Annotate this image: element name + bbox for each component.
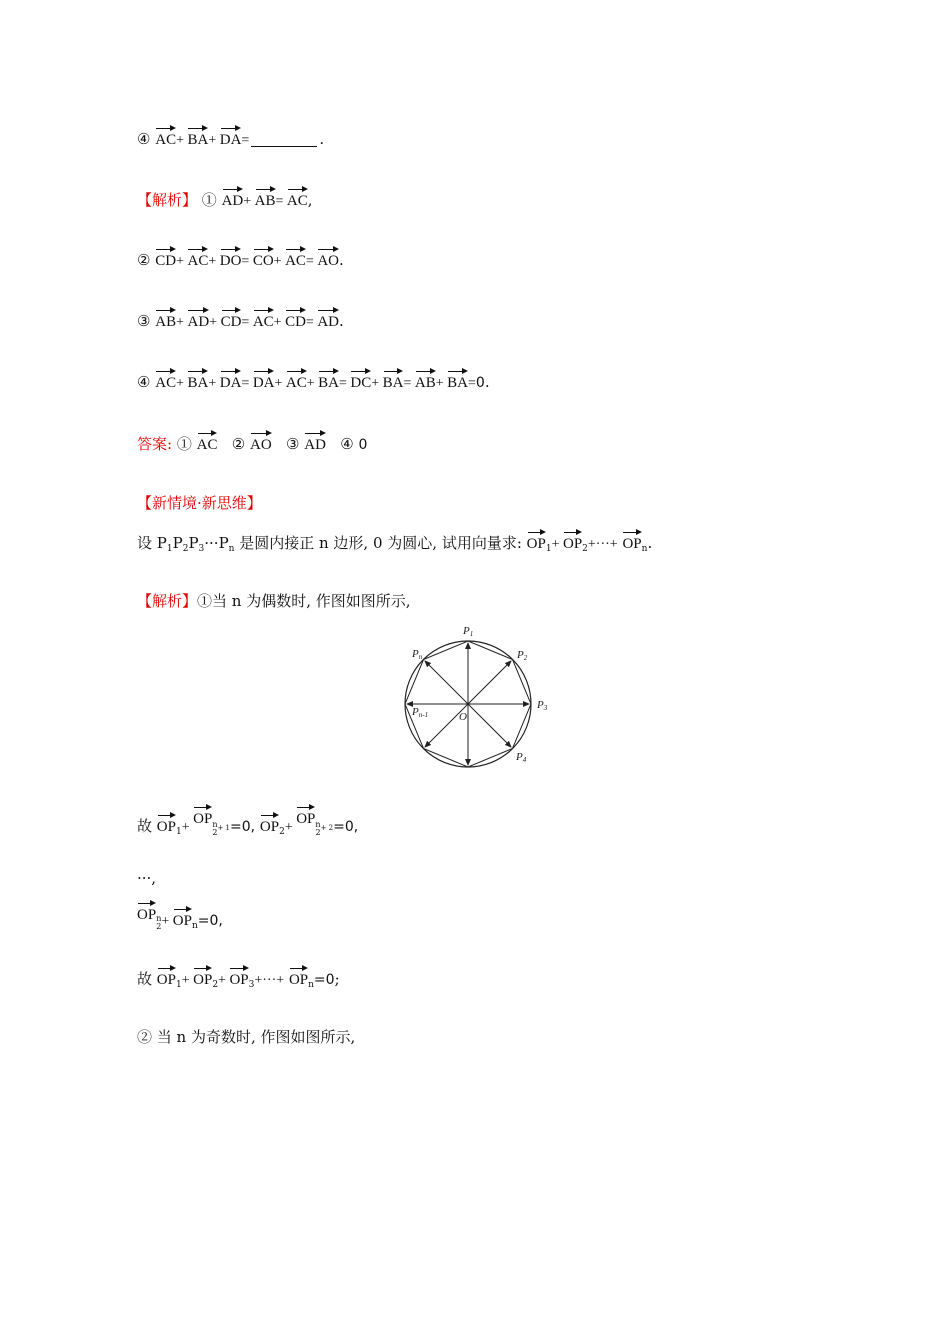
answer-label: 答案: <box>137 435 173 453</box>
fraction-n-over-2: n 2 <box>212 820 218 837</box>
step3-line: ③ AB+ AD+ CD= AC+ CD= AD. <box>137 308 344 333</box>
q4-line: ④ AC+ BA+ DA= . <box>137 126 324 151</box>
answer-line: 答案: ① AC ② AO ③ AD ④ 0 <box>137 431 367 455</box>
label-p4: P4 <box>516 751 527 764</box>
q4-num: ④ <box>137 130 151 148</box>
regular-polygon-diagram <box>397 620 557 772</box>
label-p1: P1 <box>463 625 474 638</box>
label-pn-1: Pn-1 <box>412 706 429 719</box>
radius-vectors <box>407 643 529 765</box>
vector-ba: BA <box>187 126 208 148</box>
analysis-tag: 【解析】 <box>137 191 198 209</box>
ellipsis-line: ···, <box>137 869 157 887</box>
analysis3-line: ② 当 n 为奇数时, 作图如图所示, <box>137 1028 356 1046</box>
analysis1-line: 【解析】 ① AD+ AB= AC, <box>137 187 313 212</box>
eq1-line: 故 $OP_1+$ OPn 2+ 1=0, $OP_2+$ OPn 2+ 2=0, <box>137 813 358 839</box>
vector-ac: AC <box>155 126 176 148</box>
label-pn: Pn <box>412 648 423 661</box>
step2-line: ② CD+ AC+ DO= CO+ AC= AO. <box>137 247 344 272</box>
label-p3: P3 <box>537 699 548 712</box>
label-p2: P2 <box>517 649 528 662</box>
vector-da: DA <box>220 126 242 148</box>
answer-blank <box>251 146 317 147</box>
eq2-line: OPn $2+ OP_n=0$, <box>137 907 223 933</box>
section-title: 【新情境·新思维】 <box>137 494 262 512</box>
label-o: O <box>459 711 467 723</box>
problem-line: 设 $P_1P_2P_3\cdot\cdot\cdot P_n$ 是圆内接正 n 边形, 0 为圆心, 试用向量求: $OP_1+ OP_2+\cdot\cdot\cdot+ OP_n$. <box>137 530 652 556</box>
analysis2-line: 【解析】①当 n 为偶数时, 作图如图所示, <box>137 592 411 610</box>
step4-line: ④ AC+ BA+ DA= DA+ AC+ BA= DC+ BA= AB+ BA=0. <box>137 369 490 394</box>
eq3-line: 故 $OP_1+ OP_2+ OP_3+\cdot\cdot\cdot+ OP_n=0$; <box>137 966 340 992</box>
